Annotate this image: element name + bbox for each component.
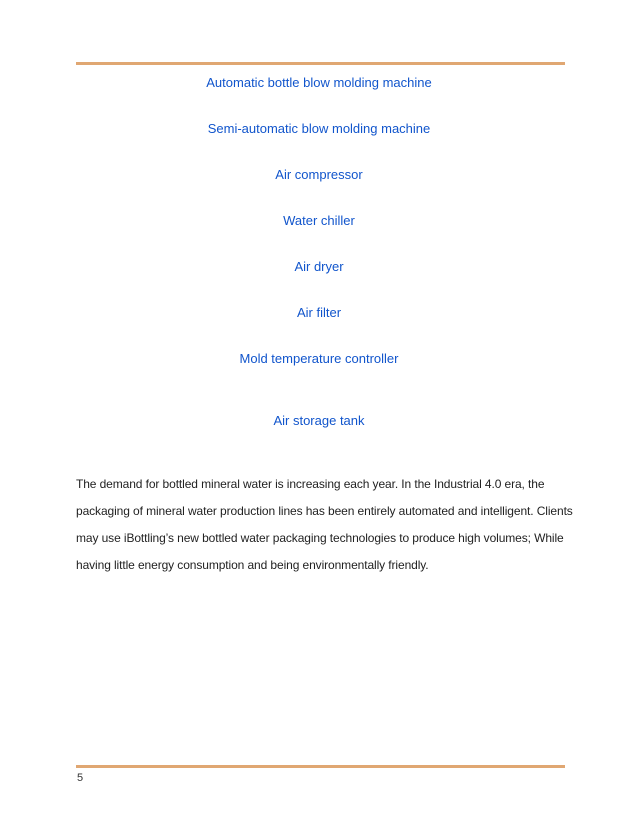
intro-paragraph [76, 471, 573, 579]
link-air-filter[interactable]: Air filter [296, 305, 342, 320]
link-water-chiller[interactable]: Water chiller [283, 213, 355, 228]
paragraph-line: having little energy consumption and being environmentally friendly. [76, 558, 429, 572]
link-air-compressor[interactable]: Air compressor [275, 167, 363, 182]
link-semi-automatic-blow-molding-machine[interactable]: Semi-automatic blow molding machine [207, 121, 431, 136]
link-air-dryer[interactable]: Air dryer [294, 259, 344, 274]
footer-divider [76, 765, 565, 768]
paragraph-line: The demand for bottled mineral water is increasing each year. In the Industrial 4.0 era, the [76, 477, 545, 491]
page-number: 5 [77, 772, 84, 784]
paragraph-line: may use iBottling’s new bottled water packaging technologies to produce high volumes; While [76, 531, 564, 545]
paragraph-line: packaging of mineral water production lines has been entirely automated and intelligent. Clients [76, 504, 573, 518]
link-automatic-bottle-blow-molding-machine[interactable]: Automatic bottle blow molding machine [206, 75, 432, 90]
link-air-storage-tank[interactable]: Air storage tank [273, 413, 365, 428]
link-mold-temperature-controller[interactable]: Mold temperature controller [239, 351, 399, 366]
